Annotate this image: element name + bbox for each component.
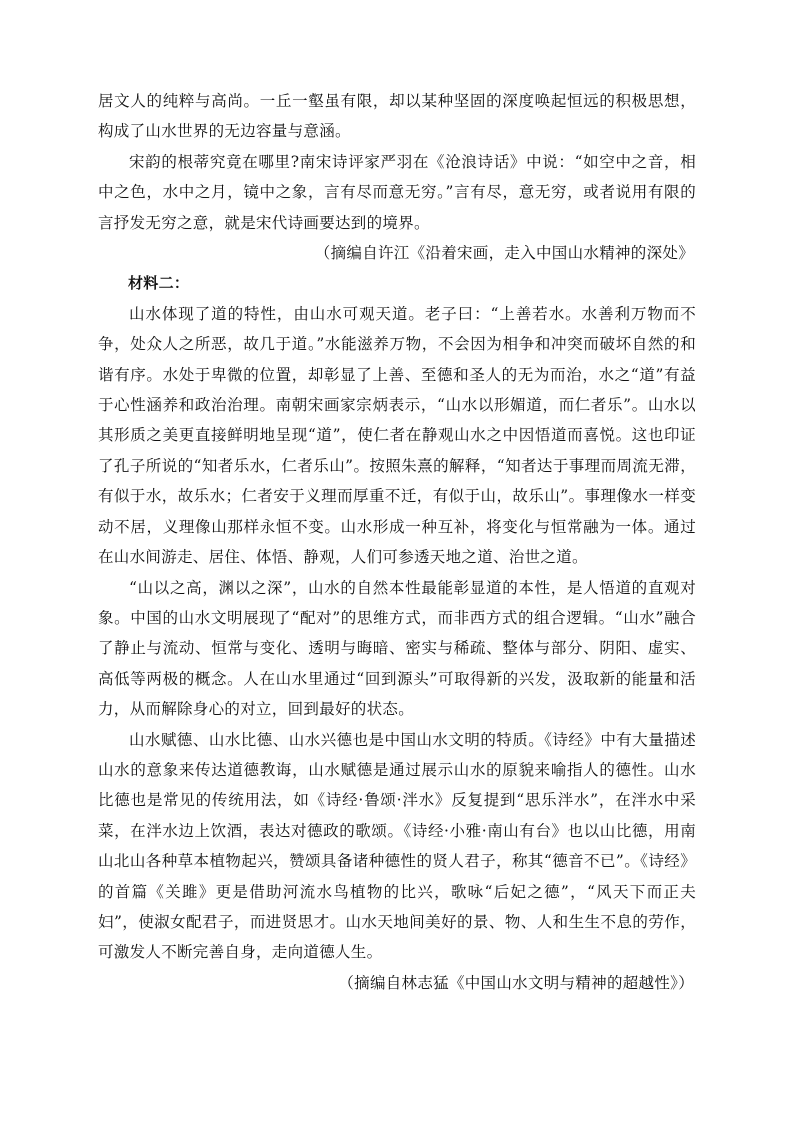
paragraph-pairing: “山以之高，渊以之深”，山水的自然本性最能彰显道的本性，是人悟道的直观对象。中国的山水文明展现了“配对”的思维方式，而非西方式的组合逻辑。“山水”融合了静止与流动、恒常与变化、透明与晦暗、密实与稀疏、整体与部分、阴阳、虚实、高低等两极的概念。人在山水里通过“回到源头”可取得新的兴发，汲取新的能量和活力，从而解除身心的对立，回到最好的状态。 xyxy=(98,578,696,719)
material-2-heading: 材料二： xyxy=(128,274,190,293)
paragraph-song-rhyme: 宋韵的根蒂究竟在哪里?南宋诗评家严羽在《沧浪诗话》中说：“如空中之音，相中之色，水中之月，镜中之象，言有尽而意无穷。”言有尽，意无穷，或者说用有限的言抒发无穷之意，就是宋代诗画要达到的境界。 xyxy=(98,152,696,232)
paragraph-virtue: 山水赋德、山水比德、山水兴德也是中国山水文明的特质。《诗经》中有大量描述山水的意象来传达道德教诲，山水赋德是通过展示山水的原貌来喻指人的德性。山水比德也是常见的传统用法，如《诗经·鲁颂·泮水》反复提到“思乐泮水”，在泮水中采菜，在泮水边上饮酒，表达对德政的歌颂。《诗经·小雅·南山有台》也以山比德，用南山北山各种草本植物起兴，赞颂具备诸种德性的贤人君子，称其“德音不已”。《诗经》的首篇《关雎》更是借助河流水鸟植物的比兴，歌咏“后妃之德”，“风天下而正夫妇”，使淑女配君子，而进贤思才。山水天地间美好的景、物、人和生生不息的劳作，可激发人不断完善自身，走向道德人生。 xyxy=(98,730,696,962)
paragraph-continuation: 居文人的纯粹与高尚。一丘一壑虽有限，却以某种坚固的深度唤起恒远的积极思想，构成了山水世界的无边容量与意涵。 xyxy=(98,92,696,141)
document-page xyxy=(98,86,696,998)
paragraph-dao: 山水体现了道的特性，由山水可观天道。老子曰：“上善若水。水善利万物而不争，处众人之所恶，故几于道。”水能滋养万物，不会因为相争和冲突而破坏自然的和谐有序。水处于卑微的位置，却彰显了上善、至德和圣人的无为而治，水之“道”有益于心性涵养和政治治理。南朝宋画家宗炳表示，“山水以形媚道，而仁者乐”。山水以其形质之美更直接鲜明地呈现“道”，使仁者在静观山水之中因悟道而喜悦。这也印证了孔子所说的“知者乐水，仁者乐山”。按照朱熹的解释，“知者达于事理而周流无滞，有似于水，故乐水；仁者安于义理而厚重不迁，有似于山，故乐山”。事理像水一样变动不居，义理像山那样永恒不变。山水形成一种互补，将变化与恒常融为一体。通过在山水间游走、居住、体悟、静观，人们可参透天地之道、治世之道。 xyxy=(98,304,696,567)
source-citation-1: （摘编自许江《沿着宋画，走入中国山水精神的深处》 xyxy=(314,244,694,263)
source-citation-2: （摘编自林志猛《中国山水文明与精神的超越性》） xyxy=(338,973,694,992)
